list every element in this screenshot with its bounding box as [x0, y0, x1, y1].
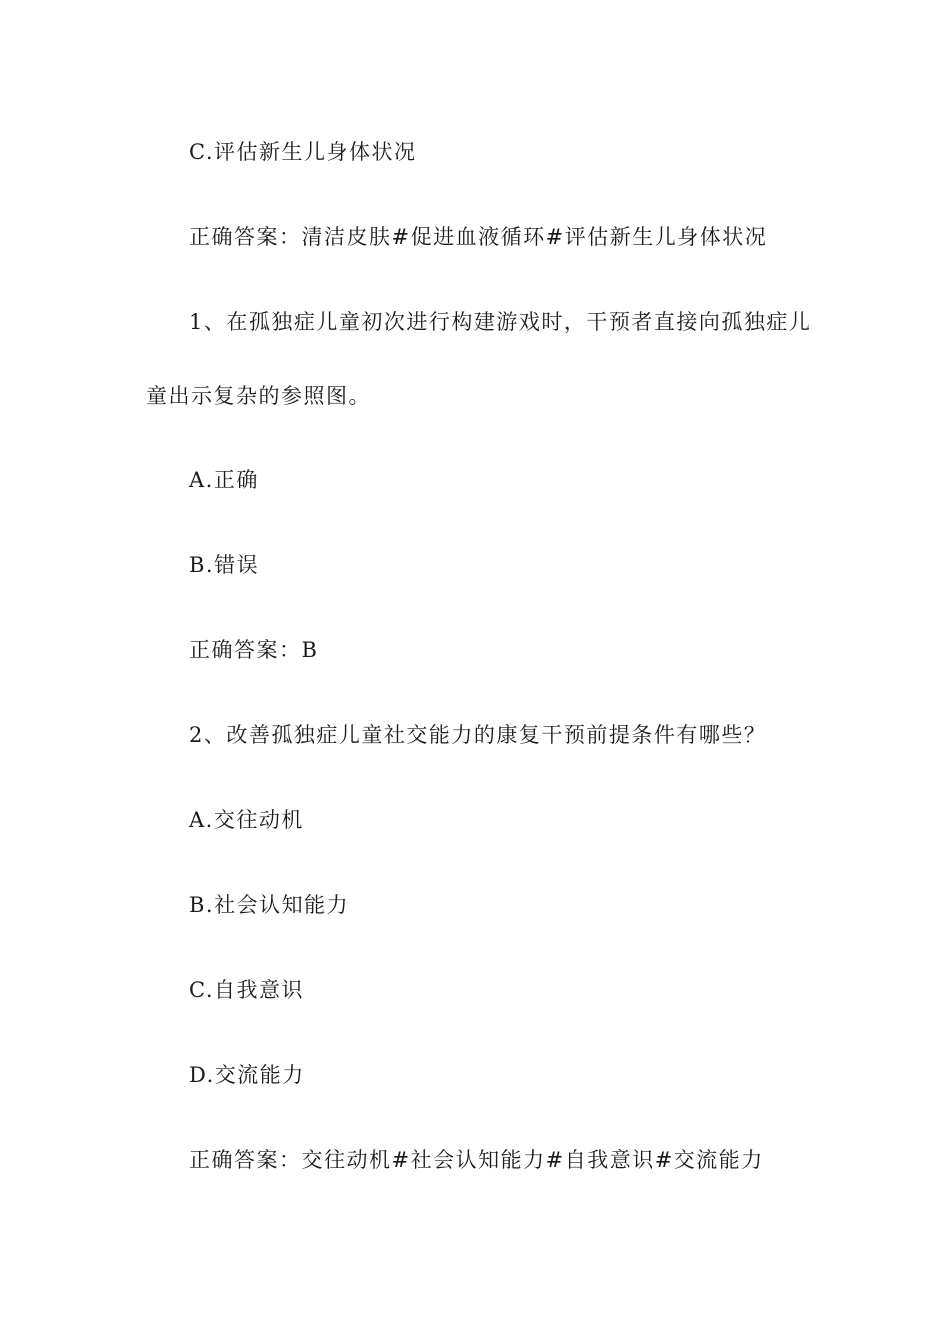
q1-answer: 正确答案：B [189, 638, 319, 662]
q2-option-c: C.自我意识 [189, 978, 304, 1002]
q2-option-d: D.交流能力 [189, 1063, 305, 1087]
q1-stem-line1: 1、在孤独症儿童初次进行构建游戏时，干预者直接向孤独症儿 [189, 310, 812, 334]
prev-answer: 正确答案：清洁皮肤#促进血液循环#评估新生儿身体状况 [189, 225, 768, 249]
q2-answer: 正确答案：交往动机#社会认知能力#自我意识#交流能力 [189, 1148, 764, 1172]
q1-option-a: A.正确 [189, 468, 259, 492]
q2-option-b: B.社会认知能力 [189, 893, 350, 917]
q1-stem-line2: 童出示复杂的参照图。 [146, 384, 371, 408]
q2-option-a: A.交往动机 [189, 808, 304, 832]
q1-option-b: B.错误 [189, 553, 260, 577]
q2-stem: 2、改善孤独症儿童社交能力的康复干预前提条件有哪些？ [189, 723, 767, 747]
prev-option-c: C.评估新生儿身体状况 [189, 140, 417, 164]
